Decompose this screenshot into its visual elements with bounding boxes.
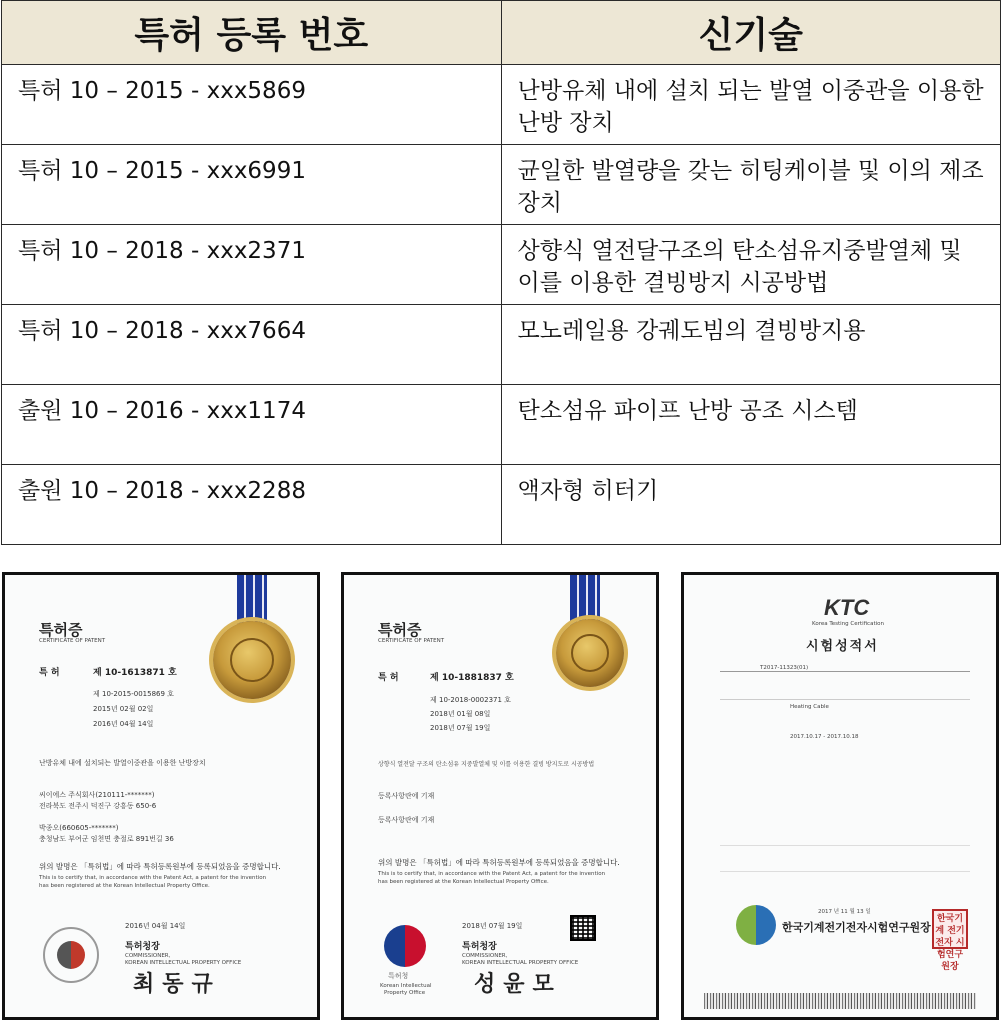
patent-number-cell: 출원 10 – 2016 - xxx1174 xyxy=(2,385,502,465)
kipo-taegeuk-logo-icon xyxy=(384,925,426,967)
kipo-logo-korean: 특허청 xyxy=(388,972,409,980)
patent-label: 특 허 xyxy=(378,673,399,683)
certificate-subtitle: CERTIFICATE OF PATENT xyxy=(39,638,106,644)
test-period: 2017.10.17 - 2017.10.18 xyxy=(790,734,859,740)
table-row xyxy=(2,385,1001,465)
patent-table xyxy=(1,0,1001,545)
official-stamp: 한국기계 전기전자 시험연구원장 xyxy=(932,909,968,949)
issue-date: 2016년 04월 14일 xyxy=(125,922,186,930)
qr-code-icon xyxy=(570,915,596,941)
divider xyxy=(720,699,970,700)
certificate-subtitle: CERTIFICATE OF PATENT xyxy=(378,638,445,644)
kipo-logo-english-2: Property Office xyxy=(384,990,426,996)
statement-english-1: This is to certify that, in accordance with the Patent Act, a patent for the invention xyxy=(378,871,606,877)
technology-cell: 난방유체 내에 설치 되는 발열 이중관을 이용한 난방 장치 xyxy=(501,65,1000,145)
patent-number-cell: 특허 10 – 2015 - xxx6991 xyxy=(2,145,502,225)
table-row xyxy=(2,305,1001,385)
patent-number-cell: 출원 10 – 2018 - xxx2288 xyxy=(2,465,502,545)
statement-korean: 위의 발명은 「특허법」에 따라 특허등록원부에 등록되었음을 증명합니다. xyxy=(39,862,281,871)
report-title: 시험성적서 xyxy=(806,639,879,654)
table-row xyxy=(2,145,1001,225)
patent-number-cell: 특허 10 – 2015 - xxx5869 xyxy=(2,65,502,145)
technology-cell: 탄소섬유 파이프 난방 공조 시스템 xyxy=(501,385,1000,465)
statement-english-2: has been registered at the Korean Intellectual Property Office. xyxy=(378,879,549,885)
application-number: 제 10-2018-0002371 호 xyxy=(430,696,511,704)
invention-title: 상향식 열전달 구조의 탄소섬유 지중발열체 및 이를 이용한 결빙 방지도로 시공방법 xyxy=(378,761,595,768)
statement-korean: 위의 발명은 「특허법」에 따라 특허등록원부에 등록되었음을 증명합니다. xyxy=(378,858,620,867)
barcode-icon xyxy=(704,993,976,1009)
ktc-logo: KTC xyxy=(824,595,870,620)
statement-english-1: This is to certify that, in accordance with the Patent Act, a patent for the invention xyxy=(39,875,267,881)
divider xyxy=(720,671,970,672)
application-number: 제 10-2015-0015869 호 xyxy=(93,690,174,698)
invention-title: 난방유체 내에 설치되는 발열이중관을 이용한 난방장치 xyxy=(39,759,206,767)
office-name: 특허청장 xyxy=(462,942,497,952)
patent-label: 특 허 xyxy=(39,668,60,678)
office-english-1: COMMISSIONER, xyxy=(462,953,508,959)
signature: 성윤모 xyxy=(474,971,562,997)
gold-seal-icon xyxy=(213,621,291,699)
inventor-name: 박종오(660605-*******) xyxy=(39,824,119,832)
technology-cell: 균일한 발열량을 갖는 히팅케이블 및 이의 제조장치 xyxy=(501,145,1000,225)
kipo-logo-english-1: Korean Intellectual xyxy=(380,983,432,989)
office-name: 특허청장 xyxy=(125,942,160,952)
owner-name: 씨이에스 주식회사(210111-*******) xyxy=(39,791,155,799)
technology-cell: 상향식 열전달구조의 탄소섬유지중발열체 및 이를 이용한 결빙방지 시공방법 xyxy=(501,225,1000,305)
institute-name: 한국기계전기전자시험연구원장 xyxy=(782,921,931,934)
signature: 최동규 xyxy=(133,971,221,997)
filing-date: 2015년 02월 02일 xyxy=(93,705,154,713)
filing-date: 2018년 01월 08일 xyxy=(430,710,491,718)
table-row xyxy=(2,65,1001,145)
table-row xyxy=(2,465,1001,545)
office-english-2: KOREAN INTELLECTUAL PROPERTY OFFICE xyxy=(125,960,242,966)
registration-date: 2018년 07월 19일 xyxy=(430,724,491,732)
ktc-emblem-icon xyxy=(736,905,776,945)
test-report-certificate xyxy=(681,572,999,1020)
statement-english-2: has been registered at the Korean Intellectual Property Office. xyxy=(39,883,210,889)
patent-certificate-2 xyxy=(341,572,659,1020)
technology-cell: 모노레일용 강궤도빔의 결빙방지용 xyxy=(501,305,1000,385)
header-new-technology: 신기술 xyxy=(501,1,1000,65)
certificate-title: 특허증 xyxy=(378,621,422,639)
patent-number: 제 10-1613871 호 xyxy=(93,668,177,678)
patent-number: 제 10-1881837 호 xyxy=(430,673,514,683)
registration-date: 2016년 04월 14일 xyxy=(93,720,154,728)
patent-number-cell: 특허 10 – 2018 - xxx7664 xyxy=(2,305,502,385)
inventor-name: 등록사항란에 기재 xyxy=(378,816,435,824)
report-date: 2017 년 11 월 13 일 xyxy=(818,909,871,915)
report-number: T2017-11323(01) xyxy=(760,665,809,671)
ktc-logo-subtitle: Korea Testing Certification xyxy=(812,621,884,627)
gold-seal-icon xyxy=(556,619,624,687)
certificate-title: 특허증 xyxy=(39,621,83,639)
divider xyxy=(720,845,970,846)
test-item: Heating Cable xyxy=(790,704,829,710)
divider xyxy=(720,871,970,872)
issue-date: 2018년 07월 19일 xyxy=(462,922,523,930)
patent-number-cell: 특허 10 – 2018 - xxx2371 xyxy=(2,225,502,305)
header-patent-number: 특허 등록 번호 xyxy=(2,1,502,65)
table-row xyxy=(2,225,1001,305)
technology-cell: 액자형 히터기 xyxy=(501,465,1000,545)
office-english-1: COMMISSIONER, xyxy=(125,953,171,959)
table-header-row xyxy=(2,1,1001,65)
office-english-2: KOREAN INTELLECTUAL PROPERTY OFFICE xyxy=(462,960,579,966)
kipo-emblem-icon xyxy=(43,927,99,983)
owner-address: 전라북도 전주시 덕진구 강흥동 650-6 xyxy=(39,802,157,810)
owner-name: 등록사항란에 기재 xyxy=(378,792,435,800)
patent-certificate-1 xyxy=(2,572,320,1020)
inventor-address: 충청남도 부여군 임천면 충절로 891번길 36 xyxy=(39,835,174,843)
